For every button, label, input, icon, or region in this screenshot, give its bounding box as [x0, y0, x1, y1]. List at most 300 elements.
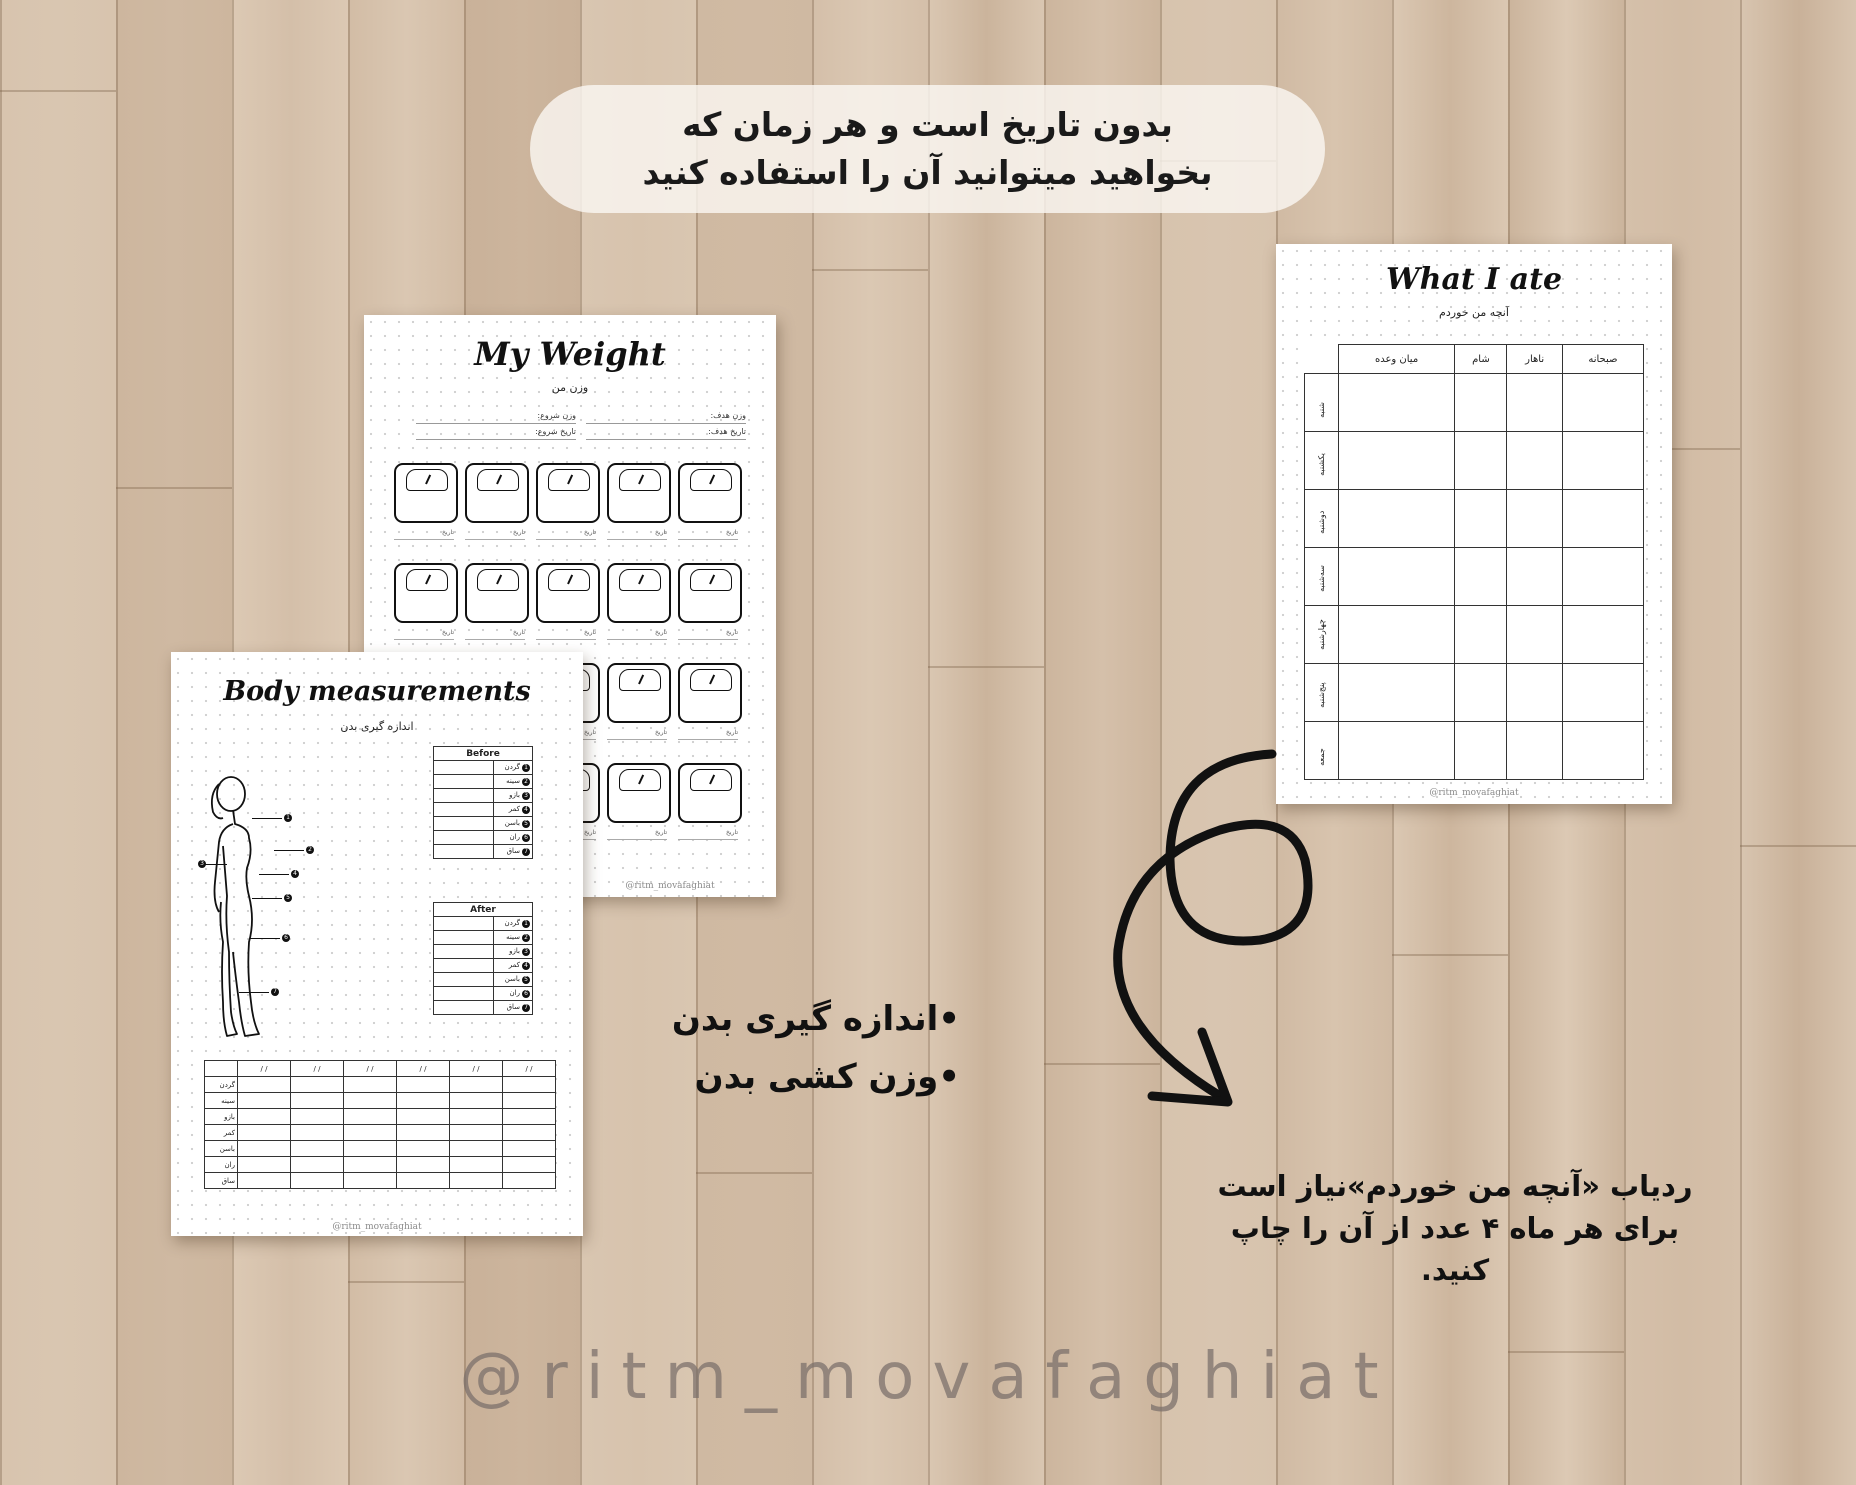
ate-page-credit: @ritm_movafaghiat: [1429, 788, 1519, 798]
measure-label: [494, 803, 533, 817]
feature-item-measurements: •اندازه گیری بدن: [671, 999, 960, 1039]
meal-corner: [1305, 345, 1339, 374]
banner-line-2: بخواهید میتوانید آن را استفاده کنید: [642, 153, 1213, 192]
tracking-cell[interactable]: [344, 1125, 397, 1141]
part-label: باسن: [504, 819, 520, 827]
tracking-cell[interactable]: [397, 1093, 450, 1109]
tracking-cell[interactable]: [291, 1125, 344, 1141]
tracking-cell[interactable]: [450, 1093, 503, 1109]
measure-number: 2: [522, 934, 530, 942]
plank-joint: [1392, 954, 1508, 956]
day-label: جمعه: [1316, 748, 1326, 766]
tracking-cell[interactable]: [503, 1109, 556, 1125]
measure-label: [494, 1001, 533, 1015]
date-line: تاریخ: [607, 729, 667, 740]
scale-icon: [394, 463, 458, 523]
tracking-row: [205, 1141, 556, 1157]
scale-icon: [607, 563, 671, 623]
marker-line: [205, 864, 227, 865]
before-header: Before: [434, 747, 533, 761]
tracking-cell[interactable]: [291, 1157, 344, 1173]
scale-dial: [619, 469, 661, 491]
tracking-part-label: ران: [205, 1157, 238, 1173]
date-line: تاریخ: [536, 729, 596, 740]
swirl-arrow-icon: [1100, 740, 1340, 1130]
part-label: ران: [509, 833, 520, 841]
meal-cell[interactable]: [1338, 432, 1455, 490]
date-line: تاریخ: [536, 529, 596, 540]
meal-cell[interactable]: [1507, 722, 1562, 780]
body-marker: 7: [271, 988, 279, 996]
measure-row: [434, 775, 533, 789]
marker-line: [250, 938, 280, 939]
weight-page-credit: @ritm_movafaghiat: [625, 881, 715, 891]
measure-row: [434, 789, 533, 803]
tracking-table: [204, 1060, 556, 1189]
tracking-cell[interactable]: [503, 1173, 556, 1189]
tracking-cell[interactable]: [344, 1093, 397, 1109]
part-label: کمر: [508, 961, 520, 969]
meal-cell[interactable]: [1562, 374, 1643, 432]
measure-value[interactable]: [434, 931, 494, 945]
tracking-cell[interactable]: [397, 1157, 450, 1173]
body-marker: 5: [284, 894, 292, 902]
measure-value[interactable]: [434, 775, 494, 789]
tracking-cell[interactable]: [503, 1077, 556, 1093]
marker-line: [259, 874, 289, 875]
tracking-cell[interactable]: [238, 1125, 291, 1141]
measure-number: 6: [522, 990, 530, 998]
tracking-cell[interactable]: [450, 1157, 503, 1173]
meal-day-row: [1305, 722, 1644, 780]
scale-needle: [709, 775, 715, 785]
day-label: پنج‌شنبه: [1316, 682, 1326, 708]
date-line: تاریخ: [678, 629, 738, 640]
day-label: سه‌شنبه: [1316, 565, 1326, 592]
tracking-part-label: سینه: [205, 1093, 238, 1109]
scale-icon: [607, 763, 671, 823]
scale-dial: [690, 469, 732, 491]
measure-row: [434, 987, 533, 1001]
tracking-cell[interactable]: [503, 1141, 556, 1157]
scale-icon: [678, 663, 742, 723]
note-line-2: برای هر ماه ۴ عدد از آن را چاپ: [1230, 1211, 1680, 1245]
scale-icon: [394, 563, 458, 623]
meal-cell[interactable]: [1338, 490, 1455, 548]
day-label: یکشنبه: [1316, 452, 1326, 476]
body-marker: 6: [282, 934, 290, 942]
note-line-3: کنید.: [1420, 1253, 1490, 1287]
plank-seam: [1044, 0, 1046, 1485]
measure-label: [494, 789, 533, 803]
plank-seam: [0, 0, 2, 1485]
measure-row: [434, 803, 533, 817]
body-page: [171, 652, 583, 1236]
tracking-cell[interactable]: [238, 1077, 291, 1093]
scale-dial: [477, 469, 519, 491]
scale-icon: [465, 563, 529, 623]
measure-number: 1: [522, 764, 530, 772]
tracking-cell[interactable]: [450, 1077, 503, 1093]
scale-dial: [477, 569, 519, 591]
body-silhouette-icon: [189, 772, 309, 1042]
date-line: تاریخ: [465, 629, 525, 640]
tracking-cell[interactable]: [291, 1109, 344, 1125]
tracking-date-cell[interactable]: / /: [344, 1061, 397, 1077]
day-label-cell: [1305, 548, 1339, 606]
body-marker: 3: [198, 860, 206, 868]
scale-icon: [536, 463, 600, 523]
tracking-cell[interactable]: [503, 1125, 556, 1141]
meal-cell[interactable]: [1507, 664, 1562, 722]
start-date-field: تاریخ شروع:: [416, 427, 576, 440]
tracking-corner: [205, 1061, 238, 1077]
tracking-row: [205, 1093, 556, 1109]
tracking-cell[interactable]: [450, 1173, 503, 1189]
measure-number: 3: [522, 948, 530, 956]
date-line: تاریخ: [465, 529, 525, 540]
start-weight-field: وزن شروع:: [416, 411, 576, 424]
measure-value[interactable]: [434, 845, 494, 859]
measure-label: [494, 817, 533, 831]
tracking-date-cell[interactable]: / /: [291, 1061, 344, 1077]
measure-label: [494, 831, 533, 845]
measure-row: [434, 931, 533, 945]
handle-watermark: @ritm_movafaghiat: [459, 1340, 1397, 1414]
measure-label: [494, 775, 533, 789]
measure-number: 5: [522, 976, 530, 984]
plank-joint: [1740, 845, 1856, 847]
meal-cell[interactable]: [1455, 548, 1507, 606]
measure-row: [434, 761, 533, 775]
after-table: [433, 902, 533, 1015]
tracking-date-cell[interactable]: / /: [503, 1061, 556, 1077]
scale-icon: [607, 663, 671, 723]
tracking-cell[interactable]: [503, 1093, 556, 1109]
scale-dial: [690, 569, 732, 591]
tracking-cell[interactable]: [291, 1173, 344, 1189]
goal-date-field: تاریخ هدف:: [586, 427, 746, 440]
tracking-cell[interactable]: [397, 1109, 450, 1125]
scale-needle: [425, 575, 431, 585]
measure-value[interactable]: [434, 789, 494, 803]
measure-number: 7: [522, 1004, 530, 1012]
tracking-date-cell[interactable]: / /: [238, 1061, 291, 1077]
plank-seam: [812, 0, 814, 1485]
measure-value[interactable]: [434, 1001, 494, 1015]
meal-cell[interactable]: [1338, 664, 1455, 722]
scale-needle: [567, 575, 573, 585]
scale-dial: [406, 469, 448, 491]
meal-grid: [1304, 344, 1644, 780]
meal-cell[interactable]: [1507, 606, 1562, 664]
scale-needle: [638, 575, 644, 585]
measure-number: 6: [522, 834, 530, 842]
feature-list: [640, 990, 960, 1106]
measure-value[interactable]: [434, 973, 494, 987]
tracking-cell[interactable]: [450, 1109, 503, 1125]
part-label: سینه: [506, 777, 520, 785]
body-page-subtitle: اندازه گیری بدن: [340, 720, 414, 733]
day-label-cell: [1305, 374, 1339, 432]
meal-cell[interactable]: [1338, 548, 1455, 606]
measure-number: 7: [522, 848, 530, 856]
meal-cell[interactable]: [1455, 664, 1507, 722]
tracking-part-label: گردن: [205, 1077, 238, 1093]
plank-joint: [348, 1281, 464, 1283]
measure-value[interactable]: [434, 987, 494, 1001]
tracking-row: [205, 1173, 556, 1189]
tracking-cell[interactable]: [344, 1157, 397, 1173]
tracking-part-label: کمر: [205, 1125, 238, 1141]
day-label-cell: [1305, 432, 1339, 490]
tracking-row: [205, 1157, 556, 1173]
scale-needle: [709, 475, 715, 485]
measure-row: [434, 1001, 533, 1015]
day-label: چهارشنبه: [1316, 619, 1326, 650]
scale-icon: [536, 563, 600, 623]
weight-page-subtitle: وزن من: [551, 381, 589, 394]
top-banner: [530, 85, 1325, 213]
tracking-cell[interactable]: [238, 1157, 291, 1173]
tracking-cell[interactable]: [450, 1125, 503, 1141]
scale-needle: [638, 475, 644, 485]
wood-plank: [812, 0, 929, 1485]
body-page-credit: @ritm_movafaghiat: [332, 1222, 422, 1232]
ate-page-subtitle: آنچه من خوردم: [1439, 306, 1509, 319]
goal-weight-field: وزن هدف:: [586, 411, 746, 424]
marker-line: [252, 818, 282, 819]
part-label: بازو: [509, 947, 520, 955]
measure-value[interactable]: [434, 817, 494, 831]
measure-number: 2: [522, 778, 530, 786]
body-marker: 1: [284, 814, 292, 822]
tracking-date-cell[interactable]: / /: [397, 1061, 450, 1077]
tracking-header-row: [205, 1061, 556, 1077]
date-line: تاریخ: [607, 529, 667, 540]
plank-joint: [696, 1172, 812, 1174]
tracking-cell[interactable]: [238, 1093, 291, 1109]
day-label-cell: [1305, 606, 1339, 664]
date-line: تاریخ: [394, 529, 454, 540]
ate-page: [1276, 244, 1672, 804]
tracking-cell[interactable]: [291, 1093, 344, 1109]
measure-value[interactable]: [434, 945, 494, 959]
tracking-row: [205, 1077, 556, 1093]
tracking-row: [205, 1125, 556, 1141]
tracking-cell[interactable]: [397, 1141, 450, 1157]
meal-day-row: [1305, 606, 1644, 664]
plank-seam: [116, 0, 118, 1485]
meal-cell[interactable]: [1455, 606, 1507, 664]
tracking-cell[interactable]: [450, 1141, 503, 1157]
tracking-cell[interactable]: [503, 1157, 556, 1173]
body-page-title: Body measurements: [223, 676, 531, 707]
measure-row: [434, 973, 533, 987]
meal-cell[interactable]: [1455, 490, 1507, 548]
feature-item-weight: •وزن کشی بدن: [694, 1057, 960, 1097]
scale-dial: [619, 669, 661, 691]
measure-number: 1: [522, 920, 530, 928]
date-line: تاریخ: [536, 829, 596, 840]
meal-cell[interactable]: [1507, 374, 1562, 432]
scale-needle: [638, 675, 644, 685]
ate-page-title: What I ate: [1385, 262, 1563, 297]
measure-row: [434, 845, 533, 859]
meal-cell[interactable]: [1455, 722, 1507, 780]
scale-needle: [425, 475, 431, 485]
tracking-cell[interactable]: [291, 1141, 344, 1157]
measure-label: [494, 987, 533, 1001]
meal-header: شام: [1455, 345, 1507, 374]
meal-cell[interactable]: [1455, 374, 1507, 432]
scale-needle: [567, 475, 573, 485]
tracking-date-cell[interactable]: / /: [450, 1061, 503, 1077]
scale-needle: [496, 575, 502, 585]
wood-plank: [1740, 0, 1856, 1485]
scale-dial: [690, 669, 732, 691]
tracking-cell[interactable]: [344, 1109, 397, 1125]
measure-value[interactable]: [434, 917, 494, 931]
tracker-note: [1185, 1165, 1725, 1291]
tracking-cell[interactable]: [397, 1077, 450, 1093]
date-line: تاریخ: [607, 629, 667, 640]
measure-value[interactable]: [434, 803, 494, 817]
meal-cell[interactable]: [1562, 722, 1643, 780]
before-table: [433, 746, 533, 859]
scale-needle: [496, 475, 502, 485]
plank-seam: [1740, 0, 1742, 1485]
part-label: کمر: [508, 805, 520, 813]
tracking-cell[interactable]: [344, 1077, 397, 1093]
measure-row: [434, 817, 533, 831]
meal-day-row: [1305, 548, 1644, 606]
after-header: After: [434, 903, 533, 917]
meal-cell[interactable]: [1338, 722, 1455, 780]
scale-icon: [465, 463, 529, 523]
marker-line: [239, 992, 269, 993]
day-label-cell: [1305, 490, 1339, 548]
part-label: ساق: [506, 1003, 520, 1011]
measure-number: 3: [522, 792, 530, 800]
measure-label: [494, 845, 533, 859]
measure-value[interactable]: [434, 959, 494, 973]
marker-line: [252, 898, 282, 899]
tracking-part-label: باسن: [205, 1141, 238, 1157]
measure-label: [494, 973, 533, 987]
scale-dial: [406, 569, 448, 591]
tracking-cell[interactable]: [344, 1173, 397, 1189]
tracking-cell[interactable]: [238, 1141, 291, 1157]
meal-cell[interactable]: [1562, 432, 1643, 490]
meal-cell[interactable]: [1338, 606, 1455, 664]
date-line: تاریخ: [678, 829, 738, 840]
scale-dial: [619, 769, 661, 791]
meal-cell[interactable]: [1338, 374, 1455, 432]
scale-dial: [619, 569, 661, 591]
body-marker: 2: [306, 846, 314, 854]
date-line: تاریخ: [607, 829, 667, 840]
measure-row: [434, 959, 533, 973]
meal-cell[interactable]: [1562, 606, 1643, 664]
measure-value[interactable]: [434, 761, 494, 775]
meal-cell[interactable]: [1562, 664, 1643, 722]
plank-joint: [0, 90, 116, 92]
day-label-cell: [1305, 664, 1339, 722]
part-label: سینه: [506, 933, 520, 941]
meal-header: صبحانه: [1562, 345, 1643, 374]
part-label: ساق: [506, 847, 520, 855]
tracking-cell[interactable]: [397, 1173, 450, 1189]
tracking-cell[interactable]: [291, 1077, 344, 1093]
wood-plank: [0, 0, 117, 1485]
scale-icon: [678, 463, 742, 523]
meal-cell[interactable]: [1562, 490, 1643, 548]
scale-dial: [548, 569, 590, 591]
measure-value[interactable]: [434, 831, 494, 845]
tracking-cell[interactable]: [397, 1125, 450, 1141]
meal-cell[interactable]: [1507, 490, 1562, 548]
measure-label: [494, 945, 533, 959]
tracking-cell[interactable]: [238, 1173, 291, 1189]
measure-label: [494, 761, 533, 775]
note-line-1: ردیاب «آنچه من خوردم»نیاز است: [1217, 1169, 1693, 1203]
measure-row: [434, 945, 533, 959]
scale-needle: [709, 675, 715, 685]
tracking-cell[interactable]: [238, 1109, 291, 1125]
measure-number: 4: [522, 962, 530, 970]
tracking-row: [205, 1109, 556, 1125]
measure-number: 5: [522, 820, 530, 828]
plank-seam: [928, 0, 930, 1485]
meal-day-row: [1305, 490, 1644, 548]
banner-line-1: بدون تاریخ است و هر زمان که: [682, 105, 1173, 144]
meal-day-row: [1305, 374, 1644, 432]
scale-icon: [678, 563, 742, 623]
scale-needle: [638, 775, 644, 785]
date-line: تاریخ: [394, 629, 454, 640]
body-marker: 4: [291, 870, 299, 878]
meal-day-row: [1305, 664, 1644, 722]
day-label: دوشنبه: [1316, 510, 1326, 534]
measure-label: [494, 931, 533, 945]
wood-plank: [928, 0, 1045, 1485]
scale-icon: [607, 463, 671, 523]
meal-cell[interactable]: [1455, 432, 1507, 490]
meal-day-row: [1305, 432, 1644, 490]
scale-icon: [678, 763, 742, 823]
measure-row: [434, 831, 533, 845]
tracking-part-label: ساق: [205, 1173, 238, 1189]
plank-joint: [812, 269, 928, 271]
scale-needle: [709, 575, 715, 585]
meal-cell[interactable]: [1507, 548, 1562, 606]
scale-dial: [690, 769, 732, 791]
measure-number: 4: [522, 806, 530, 814]
meal-header-row: [1305, 345, 1644, 374]
tracking-part-label: بازو: [205, 1109, 238, 1125]
day-label: شنبه: [1316, 402, 1326, 418]
measure-label: [494, 917, 533, 931]
meal-cell[interactable]: [1507, 432, 1562, 490]
meal-cell[interactable]: [1562, 548, 1643, 606]
date-line: تاریخ: [536, 629, 596, 640]
part-label: گردن: [504, 763, 520, 771]
plank-joint: [928, 666, 1044, 668]
part-label: گردن: [504, 919, 520, 927]
measure-row: [434, 917, 533, 931]
tracking-cell[interactable]: [344, 1141, 397, 1157]
